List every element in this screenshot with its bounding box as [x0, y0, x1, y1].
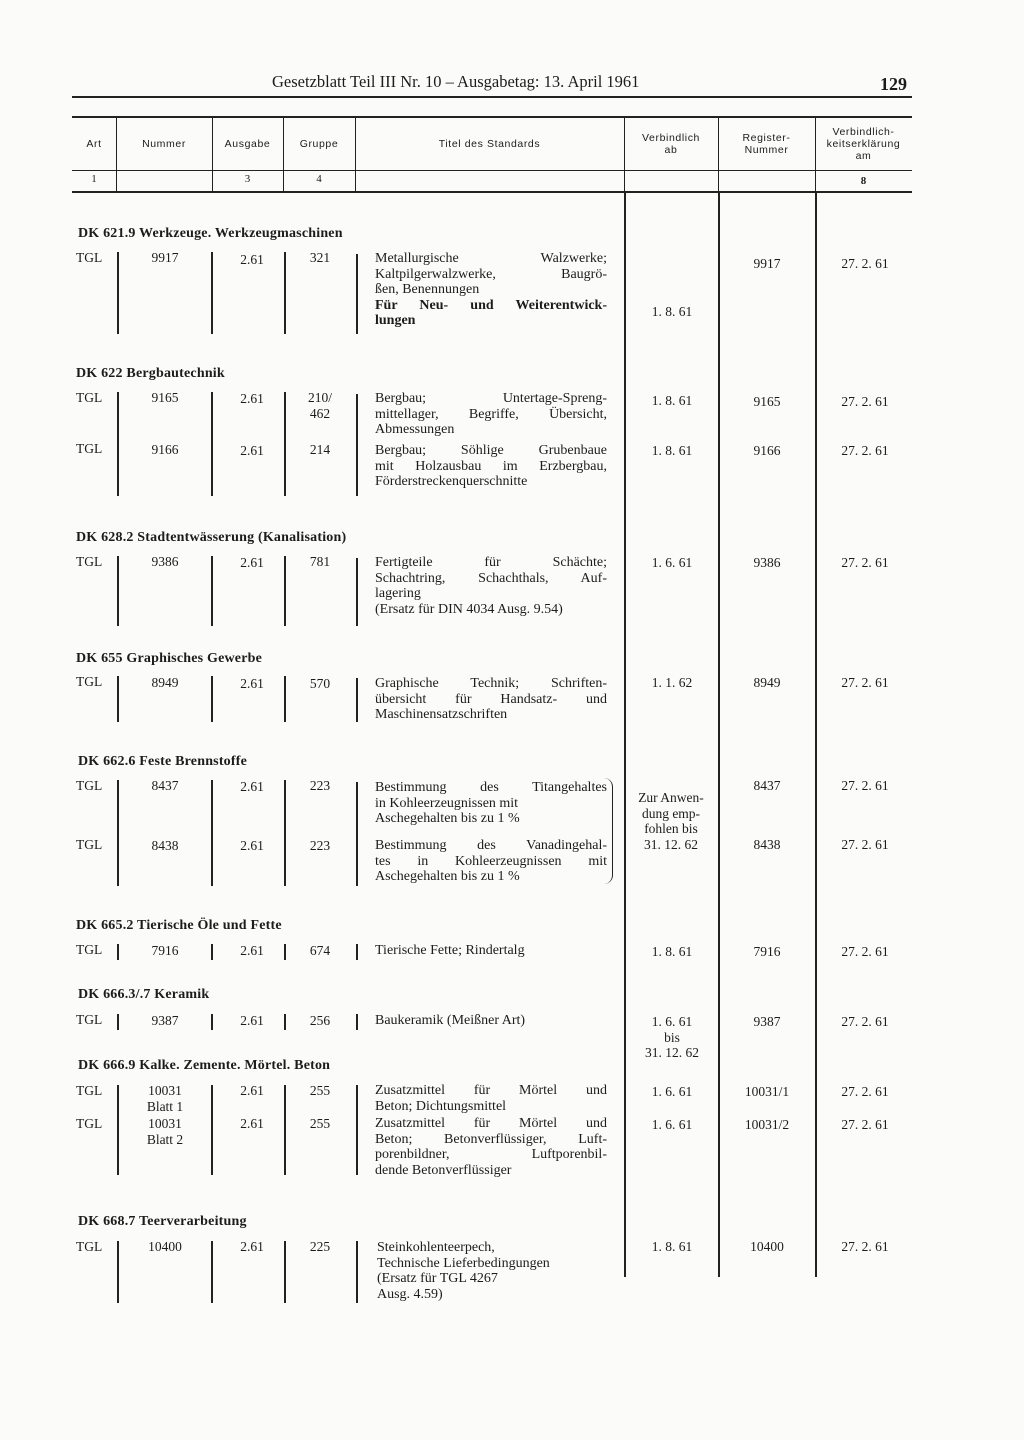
- group-heading: DK 655 Graphisches Gewerbe: [76, 651, 263, 666]
- title-line: Bergbau; Untertage-Spreng-: [375, 391, 607, 406]
- title-line: Aschegehalten bis zu 1 %: [375, 869, 520, 884]
- cell-verbindlich: 1. 8. 61: [651, 393, 693, 408]
- cell-nummer: 8437: [151, 778, 179, 793]
- cell-erklaerung: 27. 2. 61: [841, 555, 889, 570]
- row-separator: [211, 1085, 213, 1175]
- row-separator: [356, 944, 358, 960]
- cell-nummer: 8438: [151, 838, 179, 853]
- header-rule: [72, 96, 912, 98]
- group-heading: DK 621.9 Werkzeuge. Werkzeugmaschinen: [78, 226, 343, 241]
- title-line: Baukeramik (Meißner Art): [375, 1013, 526, 1028]
- row-separator: [284, 1085, 286, 1175]
- title-line: Für Neu- und Weiterentwick-: [375, 297, 607, 313]
- column-number: 4: [316, 173, 322, 185]
- title-line: Beton; Dichtungsmittel: [375, 1098, 507, 1114]
- cell-verbindlich: 1. 8. 61: [651, 1239, 693, 1254]
- row-separator: [211, 944, 213, 960]
- row-separator: [284, 676, 286, 722]
- title-line: in Kohleerzeugnissen mit: [375, 795, 519, 811]
- row-separator: [211, 780, 213, 886]
- cell-erklaerung: 27. 2. 61: [841, 394, 889, 409]
- nummer-line: 10031: [148, 1083, 182, 1098]
- cell-art: TGL: [76, 1012, 103, 1027]
- column-line-verbindlich: [624, 192, 626, 1277]
- cell-verbindlich: 1. 6. 61: [651, 1084, 693, 1099]
- cell-gruppe: [292, 390, 348, 421]
- note-line: dung emp-: [641, 805, 701, 821]
- cell-ausgabe: 2.61: [240, 676, 264, 691]
- title-line: Metallurgische Walzwerke;: [375, 251, 607, 266]
- cell-gruppe: 256: [309, 1013, 331, 1028]
- row-separator: [356, 394, 358, 496]
- title-line: übersicht für Handsatz- und: [375, 691, 607, 707]
- gruppe-line: 462: [309, 405, 331, 421]
- cell-ausgabe: 2.61: [240, 838, 264, 853]
- cell-erklaerung: 27. 2. 61: [841, 443, 889, 458]
- cell-register: 9387: [753, 1014, 781, 1029]
- cell-register: 9917: [753, 256, 781, 271]
- cell-ausgabe: 2.61: [240, 779, 264, 794]
- title-line: lungen: [375, 313, 416, 328]
- col-header-verbindlich-line2: ab: [664, 144, 678, 156]
- row-separator: [211, 1014, 213, 1030]
- cell-erklaerung: 27. 2. 61: [841, 1239, 889, 1254]
- title-line: Fertigteile für Schächte;: [375, 555, 607, 570]
- cell-erklaerung: 27. 2. 61: [841, 944, 889, 959]
- cell-register: 7916: [753, 944, 781, 959]
- cell-ausgabe: 2.61: [240, 555, 264, 570]
- title-line: Abmessungen: [375, 422, 455, 437]
- column-line-register: [718, 192, 720, 1277]
- row-separator: [117, 1014, 119, 1030]
- col-header-nummer: Nummer: [142, 138, 186, 150]
- cell-nummer: [130, 1083, 200, 1114]
- verbindlich-line: bis: [664, 1029, 680, 1045]
- title-line: mittellager, Begriffe, Übersicht,: [375, 406, 607, 422]
- brace: [604, 778, 613, 884]
- cell-verbindlich: 1. 1. 62: [651, 675, 693, 690]
- title-line: Ausg. 4.59): [377, 1286, 443, 1302]
- cell-erklaerung: 27. 2. 61: [841, 1117, 889, 1132]
- cell-nummer: 8949: [151, 675, 179, 690]
- group-heading: DK 662.6 Feste Brennstoffe: [78, 754, 248, 769]
- page-number: 129: [880, 74, 907, 94]
- group-heading: DK 666.3/.7 Keramik: [78, 987, 210, 1002]
- cell-art: TGL: [76, 1239, 103, 1254]
- col-header-erklaerung-line3: am: [855, 150, 872, 162]
- row-separator: [211, 556, 213, 626]
- cell-erklaerung: 27. 2. 61: [841, 675, 889, 690]
- cell-register: 10400: [750, 1239, 784, 1254]
- nummer-line: Blatt 1: [146, 1098, 184, 1114]
- cell-ausgabe: 2.61: [240, 1116, 264, 1131]
- title-line: Bergbau; Söhlige Grubenbaue: [375, 443, 607, 458]
- cell-ausgabe: 2.61: [240, 252, 264, 267]
- nummer-line: 10031: [148, 1116, 182, 1131]
- cell-titel: [375, 1083, 607, 1114]
- cell-verbindlich: [630, 1014, 714, 1061]
- row-separator: [356, 1085, 358, 1175]
- row-separator: [117, 944, 119, 960]
- col-header-register-line2: Nummer: [744, 144, 789, 156]
- row-separator: [356, 678, 358, 722]
- column-number: 3: [244, 173, 251, 185]
- title-line: porenbildner, Luftporenbil-: [375, 1147, 607, 1162]
- cell-verbindlich: 1. 6. 61: [651, 555, 693, 570]
- cell-erklaerung: 27. 2. 61: [841, 1084, 889, 1099]
- title-line: Graphische Technik; Schriften-: [375, 676, 607, 691]
- title-line: Zusatzmittel für Mörtel und: [375, 1116, 607, 1131]
- title-line: Beton; Betonverflüssiger, Luft-: [375, 1131, 607, 1147]
- col-header-register: [718, 132, 815, 156]
- gruppe-line: 210/: [307, 390, 332, 405]
- note-line: Zur Anwen-: [638, 790, 704, 805]
- col-header-ausgabe: Ausgabe: [224, 138, 271, 150]
- table-top-rule: [72, 116, 912, 118]
- cell-nummer: 9386: [151, 554, 179, 569]
- cell-register: 9166: [753, 443, 781, 458]
- row-separator: [117, 392, 119, 496]
- group-heading: DK 666.9 Kalke. Zemente. Mörtel. Beton: [78, 1058, 331, 1073]
- cell-titel: [375, 391, 607, 438]
- cell-titel: [375, 443, 607, 490]
- title-line: Zusatzmittel für Mörtel und: [375, 1083, 607, 1098]
- header-bottom-rule: [72, 191, 912, 193]
- cell-art: TGL: [76, 390, 103, 405]
- cell-register: 8437: [753, 778, 781, 793]
- cell-gruppe: 255: [309, 1083, 331, 1098]
- group-heading: DK 628.2 Stadtentwässerung (Kanalisation): [76, 530, 347, 545]
- cell-gruppe: 781: [309, 554, 331, 569]
- cell-art: TGL: [76, 674, 103, 689]
- title-line: Technische Lieferbedingungen: [377, 1255, 550, 1271]
- cell-nummer: 9166: [151, 442, 179, 457]
- cell-art: TGL: [76, 942, 103, 957]
- row-separator: [117, 252, 119, 334]
- cell-register: 9386: [753, 555, 781, 570]
- cell-ausgabe: 2.61: [240, 391, 264, 406]
- cell-register: 10031/1: [744, 1084, 790, 1099]
- cell-erklaerung: 27. 2. 61: [841, 837, 889, 852]
- group-heading: DK 665.2 Tierische Öle und Fette: [76, 918, 282, 933]
- cell-nummer: 9387: [151, 1013, 179, 1028]
- cell-gruppe: 223: [309, 778, 331, 793]
- cell-gruppe: 674: [309, 943, 331, 958]
- cell-titel: [375, 780, 607, 827]
- cell-erklaerung: 27. 2. 61: [841, 778, 889, 793]
- cell-nummer: 9165: [151, 390, 179, 405]
- row-separator: [356, 558, 358, 626]
- row-separator: [117, 556, 119, 626]
- cell-gruppe: 255: [309, 1116, 331, 1131]
- title-line: Maschinensatzschriften: [375, 707, 508, 722]
- row-separator: [356, 254, 358, 334]
- col-header-verbindlich: [624, 132, 718, 156]
- cell-ausgabe: 2.61: [240, 443, 264, 458]
- row-separator: [117, 1241, 119, 1303]
- row-separator: [211, 1241, 213, 1303]
- row-separator: [117, 1085, 119, 1175]
- cell-titel: [375, 838, 607, 885]
- cell-ausgabe: 2.61: [240, 943, 264, 958]
- row-separator: [211, 252, 213, 334]
- row-separator: [211, 392, 213, 496]
- cell-art: TGL: [76, 441, 103, 456]
- cell-titel: [375, 251, 607, 329]
- cell-gruppe: 321: [309, 250, 331, 265]
- title-line: tes in Kohleerzeugnissen mit: [375, 853, 607, 869]
- cell-register: 8438: [753, 837, 781, 852]
- cell-ausgabe: 2.61: [240, 1083, 264, 1098]
- row-separator: [284, 252, 286, 334]
- col-header-erklaerung-line1: Verbindlich-: [832, 126, 895, 138]
- cell-art: TGL: [76, 778, 103, 793]
- page-header-title: Gesetzblatt Teil III Nr. 10 – Ausgabetag: 13. April 1961: [272, 72, 640, 91]
- row-separator: [356, 782, 358, 886]
- cell-nummer: 7916: [151, 943, 179, 958]
- title-line: Bestimmung des Titangehaltes: [375, 780, 607, 795]
- title-line: Schachtring, Schachthals, Auf-: [375, 570, 607, 586]
- col-sep: [116, 116, 117, 192]
- title-line: Förderstreckenquerschnitte: [375, 474, 528, 489]
- note-line: fohlen bis: [644, 821, 698, 836]
- row-separator: [356, 1241, 358, 1303]
- col-header-verbindlich-line1: Verbindlich: [642, 132, 700, 144]
- row-separator: [117, 676, 119, 722]
- cell-titel: [375, 555, 607, 617]
- cell-nummer: 10400: [148, 1239, 182, 1254]
- title-line: (Ersatz für DIN 4034 Ausg. 9.54): [375, 601, 563, 617]
- cell-nummer: [130, 1116, 200, 1147]
- cell-gruppe: 225: [309, 1239, 331, 1254]
- cell-ausgabe: 2.61: [240, 1013, 264, 1028]
- row-separator: [211, 676, 213, 722]
- title-line: Kaltpilgerwalzwerke, Baugrö-: [375, 266, 607, 282]
- col-sep: [355, 116, 356, 192]
- cell-titel: [377, 1240, 609, 1302]
- cell-art: TGL: [76, 250, 103, 265]
- row-separator: [284, 780, 286, 886]
- col-header-register-line1: Register-: [742, 132, 791, 144]
- cell-gruppe: 214: [309, 442, 331, 457]
- cell-art: TGL: [76, 1116, 103, 1131]
- cell-verbindlich: 1. 6. 61: [651, 1117, 693, 1132]
- cell-titel: [375, 943, 607, 959]
- title-line: Steinkohlenteerpech,: [377, 1240, 495, 1255]
- nummer-line: Blatt 2: [146, 1131, 184, 1147]
- col-header-art: Art: [86, 138, 102, 150]
- title-line: Bestimmung des Vanadingehal-: [375, 838, 607, 853]
- cell-nummer: 9917: [151, 250, 179, 265]
- cell-erklaerung: 27. 2. 61: [841, 256, 889, 271]
- title-line: (Ersatz für TGL 4267: [377, 1271, 498, 1286]
- title-line: lagering: [375, 586, 421, 601]
- cell-art: TGL: [76, 837, 103, 852]
- col-header-gruppe: Gruppe: [299, 138, 339, 150]
- title-line: ßen, Benennungen: [375, 282, 480, 297]
- col-header-titel: Titel des Standards: [438, 138, 541, 150]
- note-line: 31. 12. 62: [644, 836, 698, 852]
- row-separator: [284, 1014, 286, 1030]
- cell-titel: [375, 1116, 607, 1178]
- column-line-erklaerung: [815, 192, 817, 1277]
- cell-verbindlich: 1. 8. 61: [651, 944, 693, 959]
- row-separator: [284, 392, 286, 496]
- cell-gruppe: 223: [309, 838, 331, 853]
- verbindlich-line: 31. 12. 62: [645, 1045, 699, 1060]
- cell-titel: [375, 676, 607, 723]
- col-header-erklaerung: [815, 126, 912, 162]
- cell-art: TGL: [76, 554, 103, 569]
- cell-register: 10031/2: [744, 1117, 790, 1132]
- verbindlich-line: 1. 6. 61: [651, 1014, 693, 1029]
- cell-erklaerung: 27. 2. 61: [841, 1014, 889, 1029]
- row-separator: [284, 556, 286, 626]
- title-line: dende Betonverflüssiger: [375, 1162, 512, 1178]
- column-number: 8: [860, 175, 867, 187]
- row-separator: [284, 944, 286, 960]
- cell-titel: [375, 1013, 607, 1029]
- cell-ausgabe: 2.61: [240, 1239, 264, 1254]
- title-line: Aschegehalten bis zu 1 %: [375, 811, 520, 826]
- cell-register: 9165: [753, 394, 781, 409]
- row-separator: [284, 1241, 286, 1303]
- title-line: mit Holzausbau im Erzbergbau,: [375, 458, 607, 474]
- cell-verbindlich: 1. 8. 61: [651, 304, 693, 319]
- cell-art: TGL: [76, 1083, 103, 1098]
- cell-verbindlich: 1. 8. 61: [651, 443, 693, 458]
- title-line: Tierische Fette; Rindertalg: [375, 943, 525, 958]
- shared-note: [626, 790, 716, 852]
- group-heading: DK 622 Bergbautechnik: [76, 366, 225, 381]
- cell-gruppe: 570: [309, 676, 331, 691]
- col-header-erklaerung-line2: keitserklärung: [826, 138, 901, 150]
- row-separator: [356, 1014, 358, 1030]
- column-number: 1: [91, 173, 97, 185]
- cell-register: 8949: [753, 675, 781, 690]
- row-separator: [117, 780, 119, 886]
- header-mid-rule: [72, 170, 912, 171]
- group-heading: DK 668.7 Teerverarbeitung: [78, 1214, 247, 1229]
